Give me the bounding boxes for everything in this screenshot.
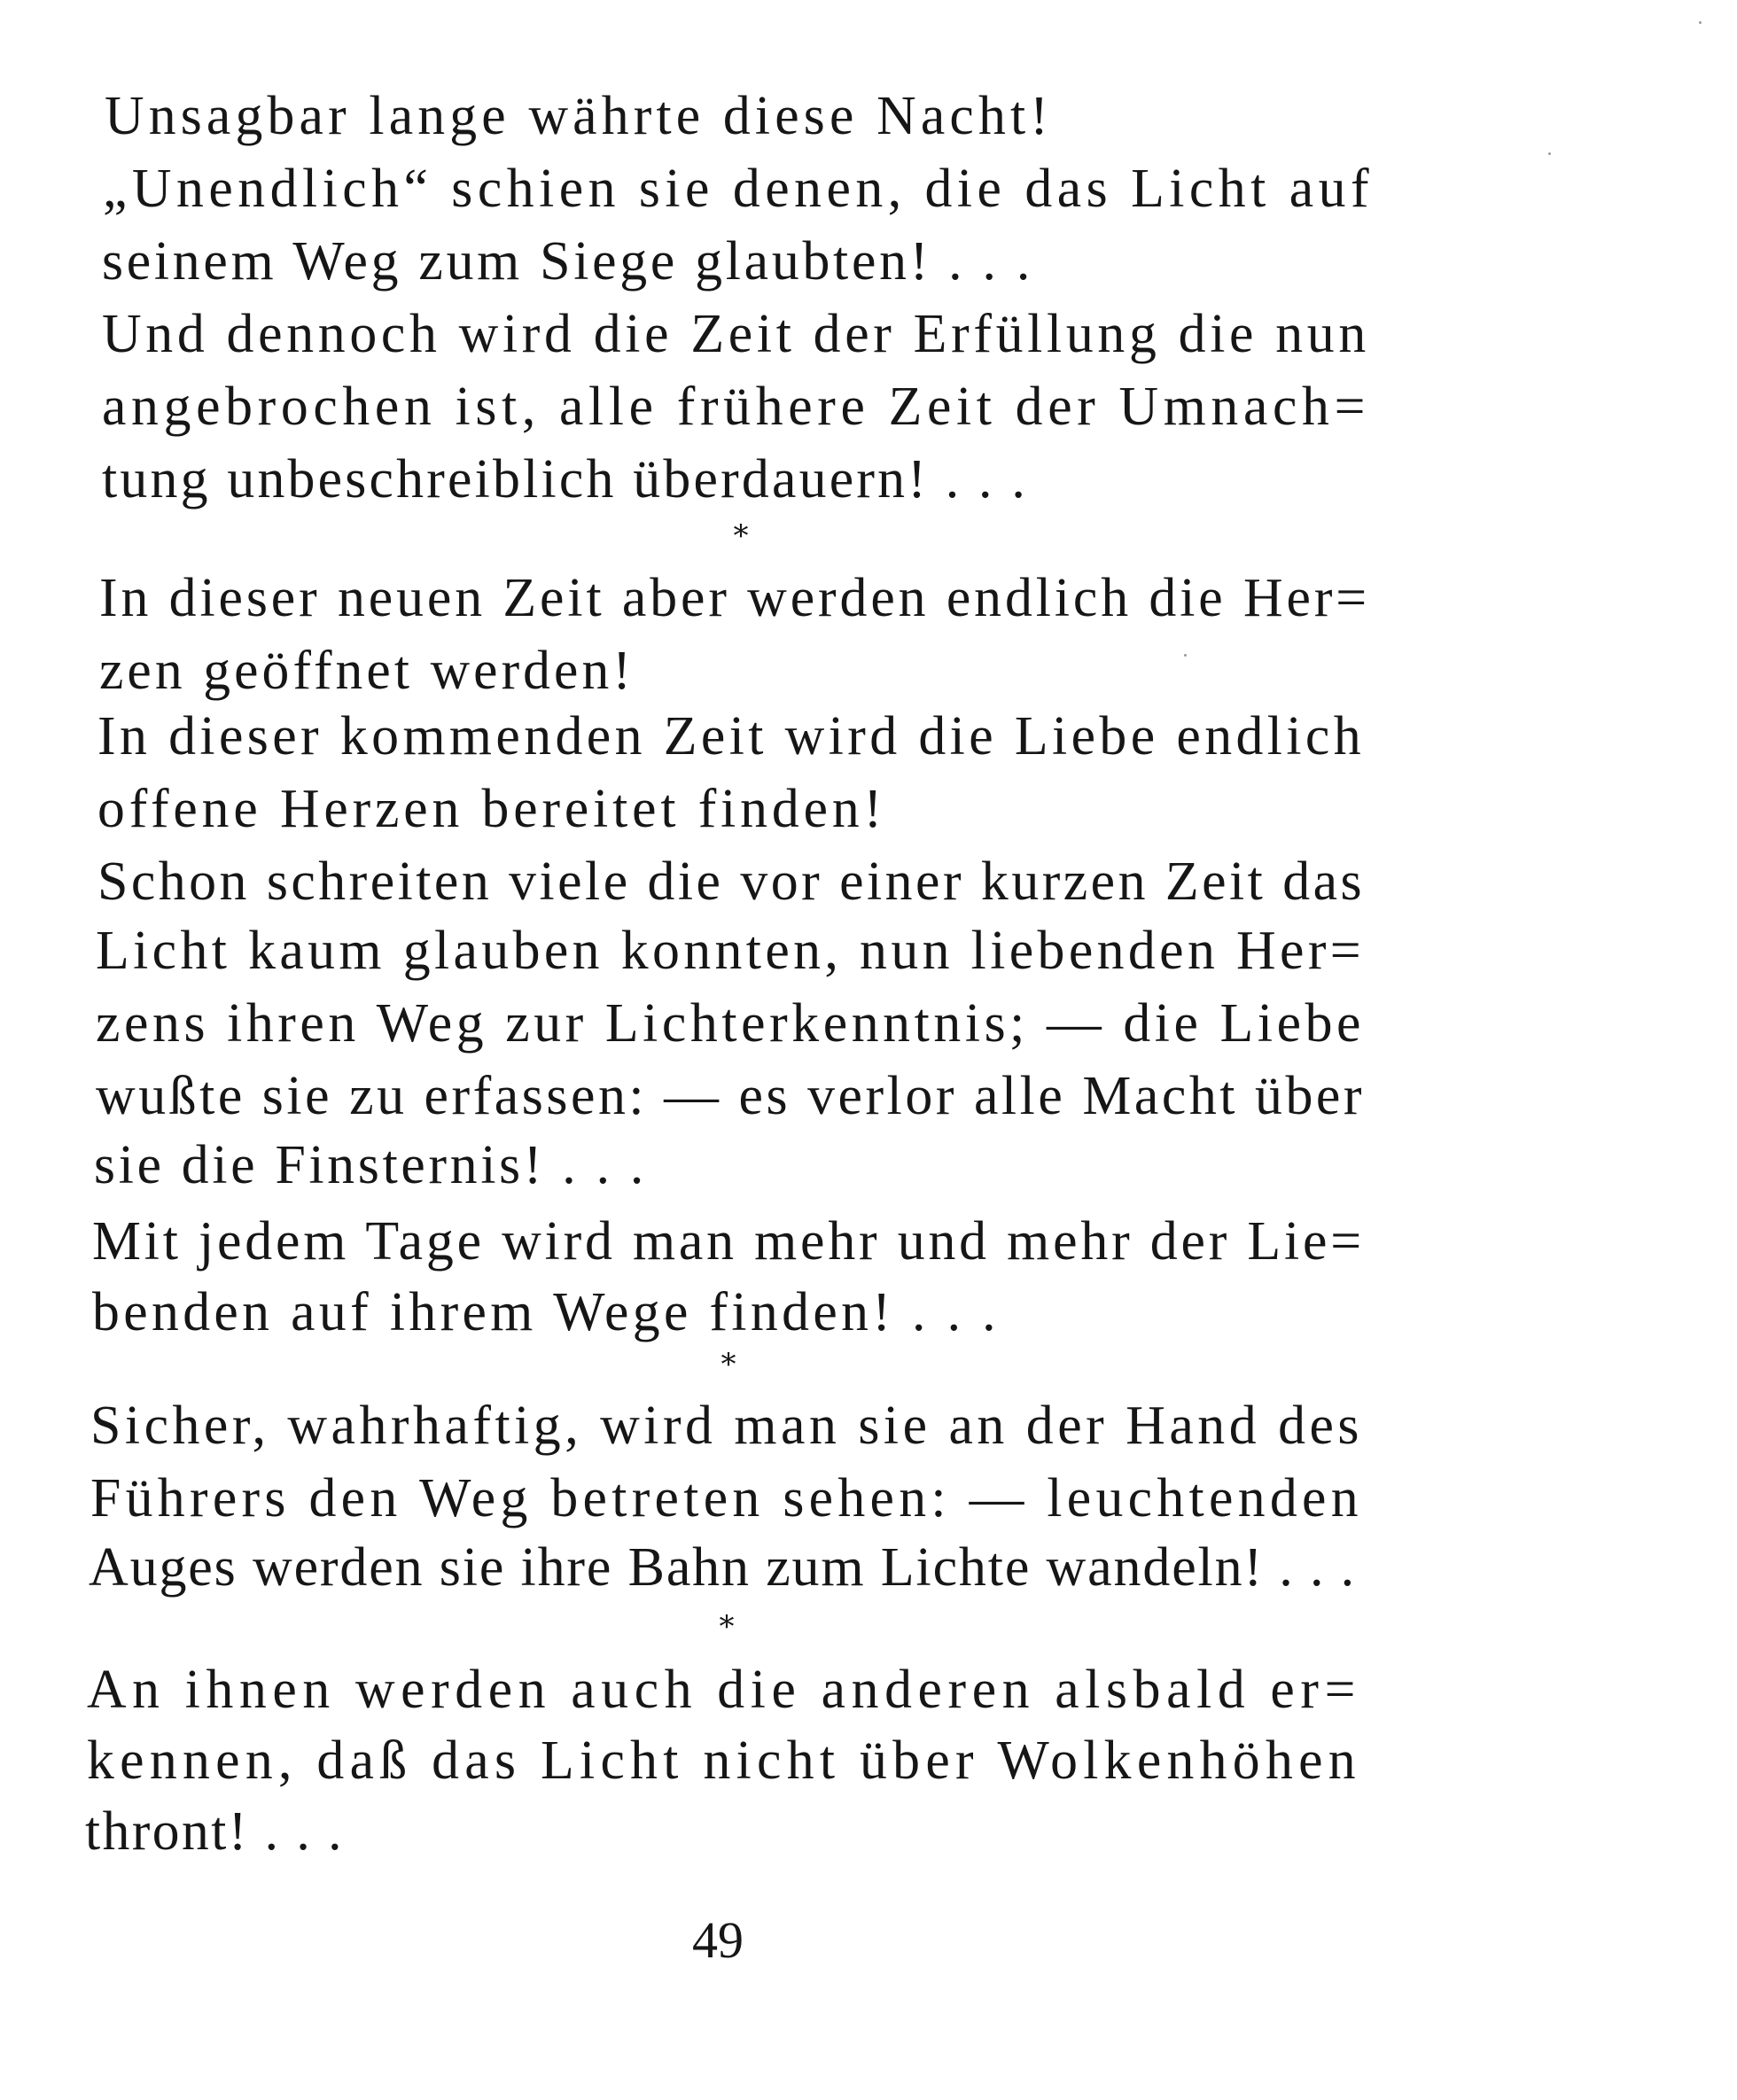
text-line: thront! . . . [85,1801,345,1862]
text-line: Auges werden sie ihre Bahn zum Lichte wandeln! . . . [89,1537,1356,1598]
scan-speck [1548,152,1551,155]
section-separator: * [719,1609,735,1645]
section-separator: * [733,518,749,554]
text-line: An ihnen werden auch die anderen alsbald er= [87,1660,1362,1720]
text-line: Führers den Weg betreten sehen: — leuchtenden [90,1468,1363,1528]
text-line: In dieser kommenden Zeit wird die Liebe endlich [97,706,1366,766]
text-line: benden auf ihrem Wege finden! . . . [92,1282,1000,1342]
text-line: angebrochen ist, alle frühere Zeit der Umnach= [102,377,1371,437]
text-line: tung unbeschreiblich überdauern! . . . [102,449,1028,509]
text-line: In dieser neuen Zeit aber werden endlich die Her= [99,568,1371,628]
page-number: 49 [692,1911,744,1969]
text-line: zen geöffnet werden! [99,641,635,701]
text-line: Licht kaum glauben konnten, nun liebenden Her= [96,921,1366,981]
text-line: Sicher, wahrhaftig, wird man sie an der Hand des [90,1396,1363,1456]
scan-speck [1184,654,1187,657]
text-line: seinem Weg zum Siege glaubten! . . . [102,231,1034,292]
text-line: zens ihren Weg zur Lichterkenntnis; — die Liebe [96,993,1366,1054]
scan-speck [1699,21,1702,24]
text-line: „Unendlich“ schien sie denen, die das Licht auf [103,159,1375,219]
text-line: offene Herzen bereitet finden! [97,779,886,839]
text-line: wußte sie zu erfassen: — es verlor alle Macht über [96,1066,1366,1126]
text-line: Unsagbar lange währte diese Nacht! [105,86,1054,146]
text-line: Mit jedem Tage wird man mehr und mehr der Lie= [92,1211,1365,1272]
text-line: kennen, daß das Licht nicht über Wolkenhöhen [87,1731,1361,1791]
section-separator: * [721,1347,736,1382]
text-line: sie die Finsternis! . . . [94,1135,648,1195]
text-line: Und dennoch wird die Zeit der Erfüllung die nun [102,304,1370,364]
text-line: Schon schreiten viele die vor einer kurzen Zeit das [97,852,1366,912]
